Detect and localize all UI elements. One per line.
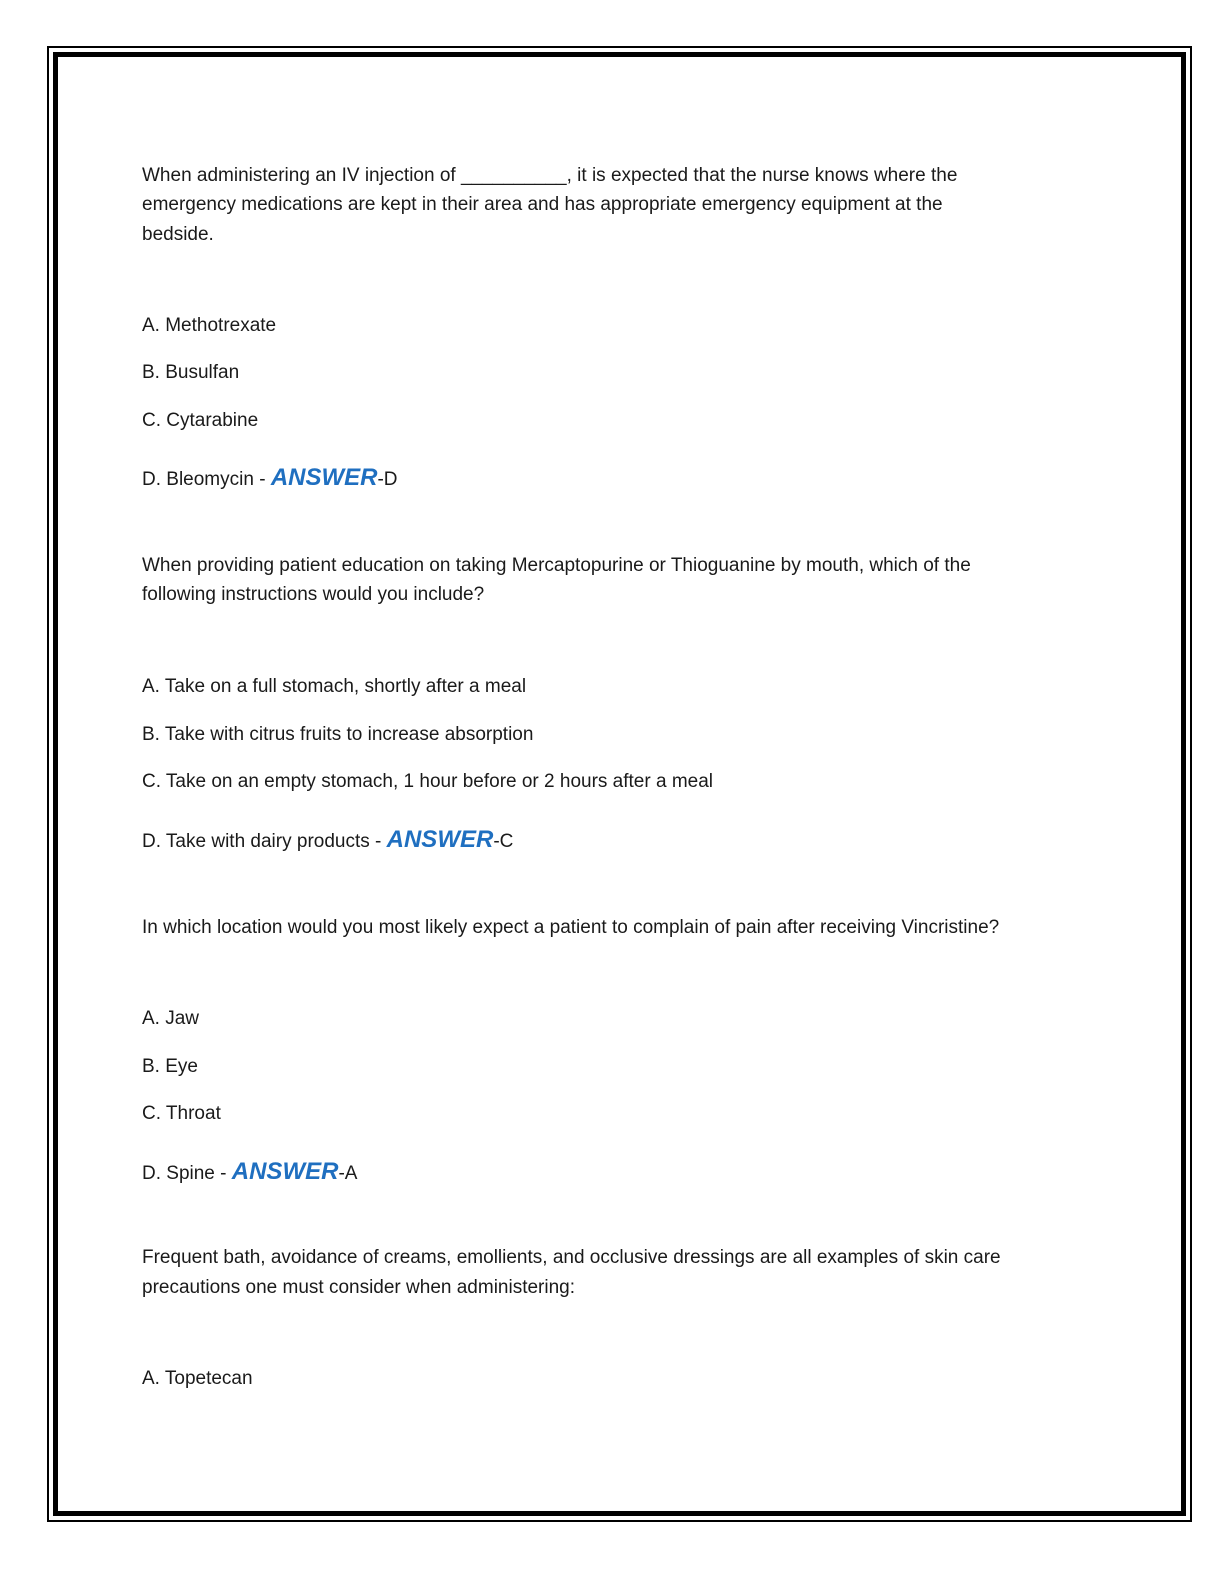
question-2-option-c: C. Take on an empty stomach, 1 hour before or 2 hours after a meal	[142, 771, 714, 792]
question-3-option-c: C. Throat	[142, 1103, 221, 1124]
question-4-stem-line-2: precautions one must consider when administering:	[142, 1277, 576, 1298]
question-1-stem-line-3: bedside.	[142, 224, 214, 245]
question-1-stem-line-2: emergency medications are kept in their area and has appropriate emergency equipment at the	[142, 194, 943, 215]
question-3-option-b: B. Eye	[142, 1056, 198, 1077]
question-1-option-c: C. Cytarabine	[142, 410, 259, 431]
question-2-answer-value: -C	[493, 831, 514, 852]
question-2-answer-keyword: ANSWER	[386, 826, 494, 853]
question-4-stem-line-1: Frequent bath, avoidance of creams, emollients, and occlusive dressings are all examples of skin care	[142, 1247, 1001, 1268]
question-1-option-a: A. Methotrexate	[142, 315, 277, 336]
question-2-option-b: B. Take with citrus fruits to increase absorption	[142, 724, 534, 745]
question-4-option-a: A. Topetecan	[142, 1368, 253, 1389]
question-3-answer-keyword: ANSWER	[231, 1158, 339, 1185]
question-1-option-d	[142, 463, 398, 494]
question-2-option-a: A. Take on a full stomach, shortly after a meal	[142, 676, 527, 697]
question-2-stem-line-2: following instructions would you include?	[142, 584, 485, 605]
question-3-answer-value: -A	[338, 1163, 358, 1184]
question-1-answer-value: -D	[377, 469, 398, 490]
question-3-option-d	[142, 1157, 357, 1188]
question-3-option-d-text: D. Spine -	[142, 1163, 232, 1184]
question-3-stem-line-1: In which location would you most likely expect a patient to complain of pain after receiving Vincristine?	[142, 917, 1000, 938]
question-3-option-a: A. Jaw	[142, 1008, 200, 1029]
question-2-stem-line-1: When providing patient education on taking Mercaptopurine or Thioguanine by mouth, which of the	[142, 555, 971, 576]
question-1-answer-keyword: ANSWER	[270, 464, 378, 491]
question-1-option-d-text: D. Bleomycin -	[142, 469, 271, 490]
question-1-option-b: B. Busulfan	[142, 362, 240, 383]
question-1-stem-line-1: When administering an IV injection of __________, it is expected that the nurse knows where the	[142, 165, 958, 186]
question-2-option-d-text: D. Take with dairy products -	[142, 831, 387, 852]
question-2-option-d	[142, 825, 513, 856]
